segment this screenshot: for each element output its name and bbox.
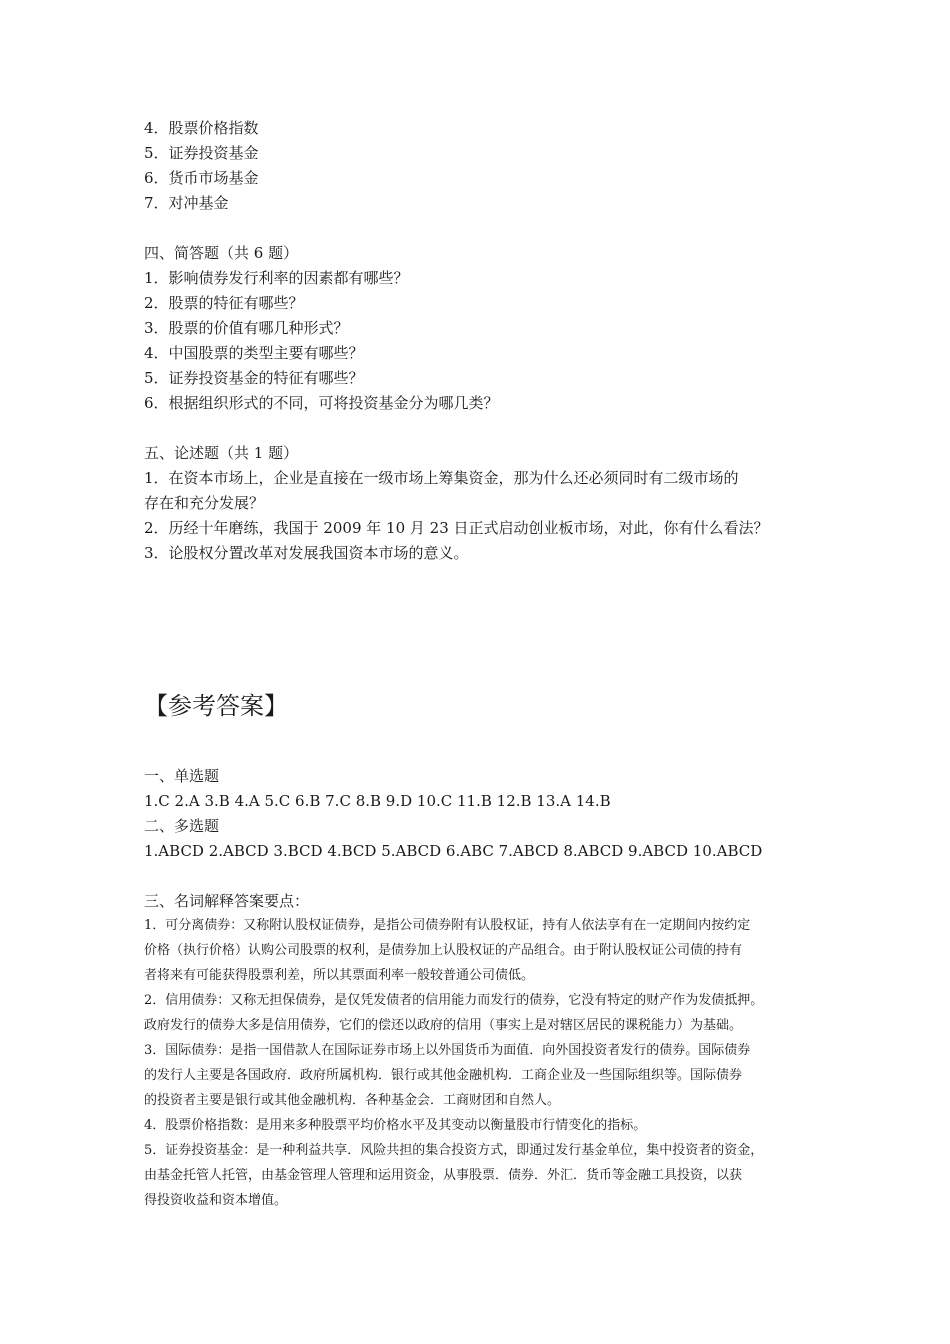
short-answer-heading: 四、简答题（共 6 题） bbox=[144, 244, 299, 262]
terms-answer-line: 得投资收益和资本增值。 bbox=[144, 1193, 288, 1208]
terms-answer-line: 者将来有可能获得股票利差，所以其票面利率一般较普通公司债低。 bbox=[144, 968, 535, 983]
answers-title: 【参考答案】 bbox=[144, 692, 288, 720]
short-answer-item: 5．证券投资基金的特征有哪些？ bbox=[144, 369, 364, 387]
short-answer-item: 6．根据组织形式的不同，可将投资基金分为哪几类？ bbox=[144, 394, 499, 412]
terms-answer-line: 2．信用债券：又称无担保债券，是仅凭发债者的信用能力而发行的债券，它没有特定的财产作为发债抵押。 bbox=[144, 993, 764, 1008]
essay-heading: 五、论述题（共 1 题） bbox=[144, 444, 299, 462]
single-choice-heading: 一、单选题 bbox=[144, 767, 220, 785]
essay-item: 1．在资本市场上，企业是直接在一级市场上筹集资金，那为什么还必须同时有二级市场的 bbox=[144, 469, 739, 487]
short-answer-item: 1．影响债券发行利率的因素都有哪些？ bbox=[144, 269, 409, 287]
short-answer-item: 3．股票的价值有哪几种形式？ bbox=[144, 319, 349, 337]
terms-answer-line: 的发行人主要是各国政府．政府所属机构．银行或其他金融机构．工商企业及一些国际组织等。国际债券 bbox=[144, 1068, 743, 1083]
multi-choice-answers: 1.ABCD 2.ABCD 3.BCD 4.BCD 5.ABCD 6.ABC 7.ABCD 8.ABCD 9.ABCD 10.ABCD bbox=[144, 842, 763, 860]
terms-answer-line: 3．国际债券：是指一国借款人在国际证券市场上以外国货币为面值．向外国投资者发行的债券。国际债券 bbox=[144, 1043, 751, 1058]
single-choice-answers: 1.C 2.A 3.B 4.A 5.C 6.B 7.C 8.B 9.D 10.C 11.B 12.B 13.A 14.B bbox=[144, 792, 611, 810]
terms-answer-heading: 三、名词解释答案要点： bbox=[144, 892, 310, 910]
term-item: 6．货币市场基金 bbox=[144, 169, 259, 187]
terms-answer-line: 价格（执行价格）认购公司股票的权利，是债券加上认股权证的产品组合。由于附认股权证公司债的持有 bbox=[144, 943, 743, 958]
terms-answer-line: 1．可分离债券：又称附认股权证债券，是指公司债券附有认股权证，持有人依法享有在一定期间内按约定 bbox=[144, 918, 751, 933]
terms-answer-line: 由基金托管人托管，由基金管理人管理和运用资金，从事股票．债券．外汇．货币等金融工具投资，以获 bbox=[144, 1168, 743, 1183]
essay-item: 3．论股权分置改革对发展我国资本市场的意义。 bbox=[144, 544, 469, 562]
terms-answer-line: 4．股票价格指数：是用来多种股票平均价格水平及其变动以衡量股市行情变化的指标。 bbox=[144, 1118, 647, 1133]
essay-item: 存在和充分发展？ bbox=[144, 494, 265, 512]
short-answer-item: 2．股票的特征有哪些？ bbox=[144, 294, 304, 312]
term-item: 4．股票价格指数 bbox=[144, 119, 259, 137]
term-item: 5．证券投资基金 bbox=[144, 144, 259, 162]
term-item: 7．对冲基金 bbox=[144, 194, 229, 212]
terms-answer-line: 5．证券投资基金：是一种利益共享．风险共担的集合投资方式，即通过发行基金单位，集中投资者的资金， bbox=[144, 1143, 764, 1158]
essay-item: 2．历经十年磨练，我国于 2009 年 10 月 23 日正式启动创业板市场，对此，你有什么看法？ bbox=[144, 519, 769, 537]
short-answer-item: 4．中国股票的类型主要有哪些？ bbox=[144, 344, 364, 362]
terms-answer-line: 政府发行的债券大多是信用债券，它们的偿还以政府的信用（事实上是对辖区居民的课税能力）为基础。 bbox=[144, 1018, 743, 1033]
multi-choice-heading: 二、多选题 bbox=[144, 817, 220, 835]
terms-answer-line: 的投资者主要是银行或其他金融机构．各种基金会．工商财团和自然人。 bbox=[144, 1093, 561, 1108]
